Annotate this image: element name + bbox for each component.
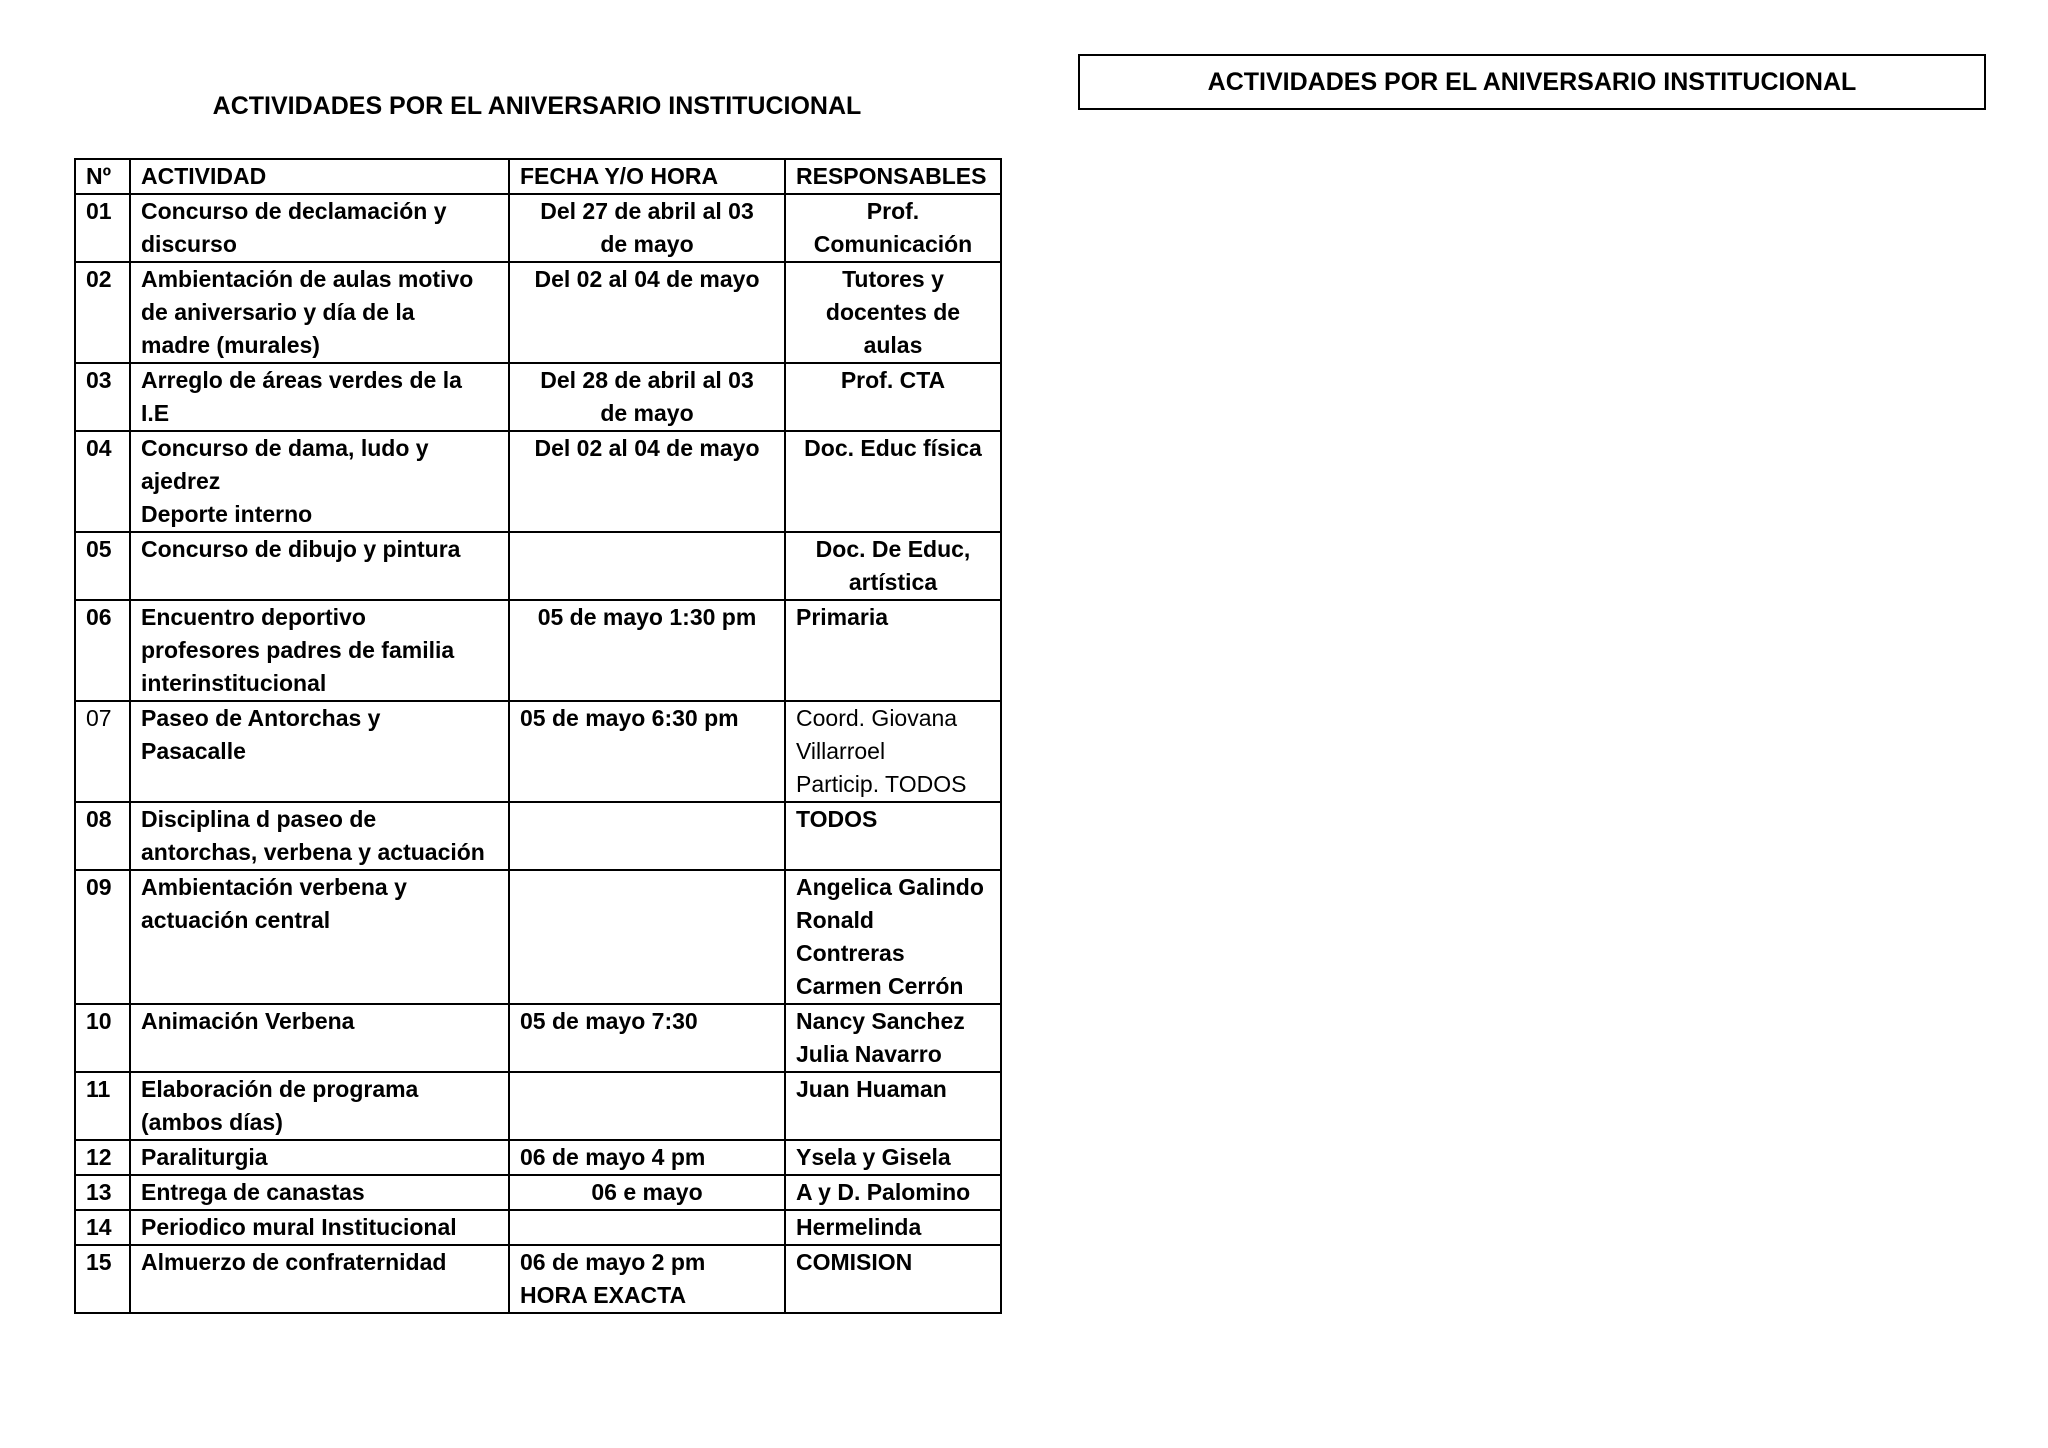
row-activity: Almuerzo de confraternidad [130,1245,509,1313]
row-responsible: TODOS [785,802,1001,870]
row-date [509,1210,785,1245]
row-num: 09 [75,870,130,1004]
row-responsible: Prof. CTA [785,363,1001,431]
row-date [509,532,785,600]
row-responsible: Coord. Giovana Villarroel Particip. TODOS [785,701,1001,802]
row-responsible: Juan Huaman [785,1072,1001,1140]
table-row [75,1175,1001,1210]
right-title-box [1078,54,1986,110]
row-activity: Animación Verbena [130,1004,509,1072]
row-num: 15 [75,1245,130,1313]
table-row [75,194,1001,262]
row-responsible: Hermelinda [785,1210,1001,1245]
table-row [75,431,1001,532]
row-responsible: Ysela y Gisela [785,1140,1001,1175]
row-responsible: Tutores y docentes de aulas [785,262,1001,363]
row-responsible: Angelica Galindo Ronald Contreras Carmen Cerrón [785,870,1001,1004]
row-responsible: Primaria [785,600,1001,701]
row-responsible: COMISION [785,1245,1001,1313]
right-title: ACTIVIDADES POR EL ANIVERSARIO INSTITUCIONAL [1207,67,1857,96]
row-responsible: A y D. Palomino [785,1175,1001,1210]
row-responsible: Prof. Comunicación [785,194,1001,262]
table-row [75,1004,1001,1072]
row-num: 07 [75,701,130,802]
row-date: 05 de mayo 6:30 pm [509,701,785,802]
header-activity: ACTIVIDAD [130,159,509,194]
row-date: 05 de mayo 7:30 [509,1004,785,1072]
row-date: 06 de mayo 4 pm [509,1140,785,1175]
table-row [75,1245,1001,1313]
row-num: 02 [75,262,130,363]
header-date: FECHA Y/O HORA [509,159,785,194]
row-activity: Ambientación verbena y actuación central [130,870,509,1004]
row-date: Del 02 al 04 de mayo [509,431,785,532]
table-row [75,262,1001,363]
row-num: 12 [75,1140,130,1175]
row-num: 03 [75,363,130,431]
row-activity: Concurso de dibujo y pintura [130,532,509,600]
row-activity: Disciplina d paseo de antorchas, verbena y actuación [130,802,509,870]
row-activity: Entrega de canastas [130,1175,509,1210]
row-responsible: Doc. Educ física [785,431,1001,532]
row-num: 11 [75,1072,130,1140]
row-num: 01 [75,194,130,262]
row-activity: Concurso de declamación y discurso [130,194,509,262]
row-responsible: Doc. De Educ, artística [785,532,1001,600]
activities-table [74,158,1002,1314]
row-date [509,1072,785,1140]
row-num: 14 [75,1210,130,1245]
row-date: 05 de mayo 1:30 pm [509,600,785,701]
row-responsible: Nancy Sanchez Julia Navarro [785,1004,1001,1072]
header-num: Nº [75,159,130,194]
table-row [75,600,1001,701]
table-row [75,532,1001,600]
row-date: 06 de mayo 2 pm HORA EXACTA [509,1245,785,1313]
table-row [75,363,1001,431]
row-activity: Concurso de dama, ludo y ajedrez Deporte interno [130,431,509,532]
table-header-row [75,159,1001,194]
row-activity: Elaboración de programa (ambos días) [130,1072,509,1140]
table-row [75,1140,1001,1175]
row-date: Del 27 de abril al 03 de mayo [509,194,785,262]
page-title: ACTIVIDADES POR EL ANIVERSARIO INSTITUCIONAL [212,92,862,120]
row-activity: Paseo de Antorchas y Pasacalle [130,701,509,802]
header-responsible: RESPONSABLES [785,159,1001,194]
row-activity: Arreglo de áreas verdes de la I.E [130,363,509,431]
row-date: Del 02 al 04 de mayo [509,262,785,363]
row-num: 04 [75,431,130,532]
row-activity: Paraliturgia [130,1140,509,1175]
row-date: 06 e mayo [509,1175,785,1210]
row-date [509,870,785,1004]
row-activity: Encuentro deportivo profesores padres de familia interinstitucional [130,600,509,701]
table-row [75,1210,1001,1245]
table-row [75,802,1001,870]
row-num: 06 [75,600,130,701]
row-date: Del 28 de abril al 03 de mayo [509,363,785,431]
row-num: 08 [75,802,130,870]
row-num: 10 [75,1004,130,1072]
row-num: 13 [75,1175,130,1210]
table-row [75,1072,1001,1140]
row-date [509,802,785,870]
row-activity: Periodico mural Institucional [130,1210,509,1245]
row-activity: Ambientación de aulas motivo de aniversario y día de la madre (murales) [130,262,509,363]
row-num: 05 [75,532,130,600]
table-row [75,701,1001,802]
table-row [75,870,1001,1004]
